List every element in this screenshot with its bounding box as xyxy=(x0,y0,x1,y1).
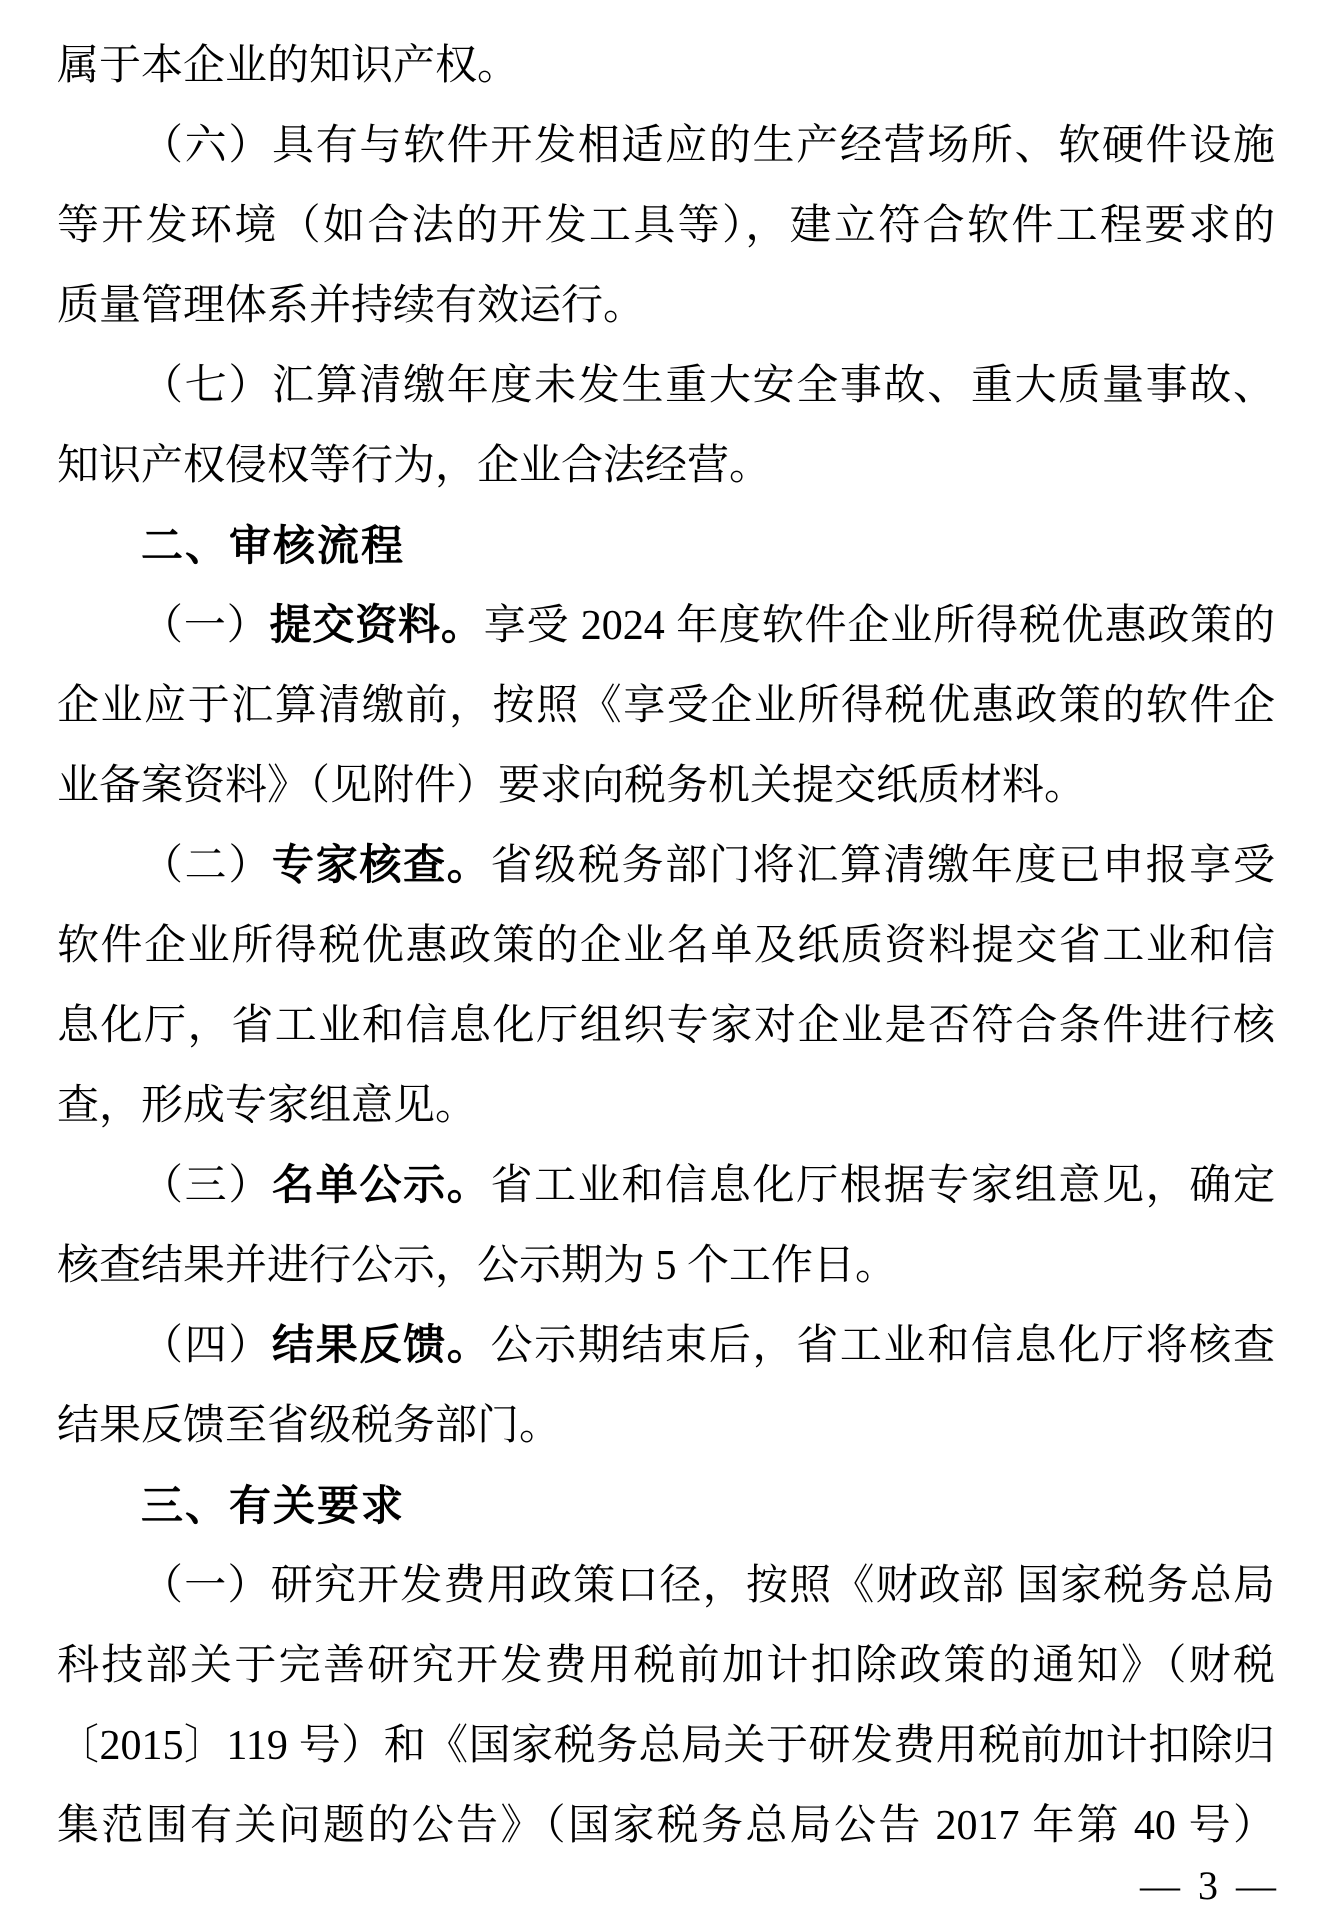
text-run: 省级税务部门将汇算清缴年度已申报享受 xyxy=(490,843,1275,889)
text-run: 结果反馈。 xyxy=(272,1323,491,1369)
text-run: 质量管理体系并持续有效运行。 xyxy=(57,283,646,329)
text-run: 软件企业所得税优惠政策的企业名单及纸质资料提交省工业和信 xyxy=(57,923,1275,969)
text-run: 核查结果并进行公示，公示期为 5 个工作日。 xyxy=(57,1243,898,1289)
text-line xyxy=(57,186,1275,266)
text-run: 企业应于汇算清缴前，按照《享受企业所得税优惠政策的软件企 xyxy=(57,683,1275,729)
text-line xyxy=(57,346,1275,426)
section-heading xyxy=(57,506,1275,586)
page-number: — 3 — xyxy=(1140,1863,1280,1908)
text-run: （一）研究开发费用政策口径，按照《财政部 国家税务总局 xyxy=(141,1563,1275,1609)
text-run: 查，形成专家组意见。 xyxy=(57,1083,478,1129)
text-line xyxy=(57,666,1275,746)
section-heading xyxy=(57,1466,1275,1546)
text-line xyxy=(57,906,1275,986)
text-line xyxy=(57,1786,1275,1866)
text-run: 集范围有关问题的公告》（国家税务总局公告 2017 年第 40 号） xyxy=(57,1803,1275,1849)
text-run: 业备案资料》（见附件）要求向税务机关提交纸质材料。 xyxy=(57,763,1087,809)
text-run: 享受 2024 年度软件企业所得税优惠政策的 xyxy=(483,603,1275,649)
text-line xyxy=(57,986,1275,1066)
text-run: （六）具有与软件开发相适应的生产经营场所、软硬件设施 xyxy=(141,123,1275,169)
text-run: 省工业和信息化厅根据专家组意见，确定 xyxy=(490,1163,1275,1209)
text-run: （一） xyxy=(141,603,270,649)
text-run: （二） xyxy=(141,843,273,889)
text-line xyxy=(57,266,1275,346)
text-line xyxy=(57,826,1275,906)
text-line xyxy=(57,106,1275,186)
text-line xyxy=(57,746,1275,826)
text-run: 属于本企业的知识产权。 xyxy=(57,43,520,89)
text-line xyxy=(57,586,1275,666)
text-line xyxy=(57,426,1275,506)
text-line xyxy=(57,1626,1275,1706)
text-line xyxy=(57,1386,1275,1466)
text-line xyxy=(57,26,1275,106)
text-run: 结果反馈至省级税务部门。 xyxy=(57,1403,562,1449)
document-body xyxy=(57,26,1275,1866)
text-run: （三） xyxy=(141,1163,273,1209)
text-run: 科技部关于完善研究开发费用税前加计扣除政策的通知》（财税 xyxy=(57,1643,1275,1689)
text-run: 〔2015〕119 号）和《国家税务总局关于研发费用税前加计扣除归 xyxy=(57,1723,1275,1769)
text-run: 二、审核流程 xyxy=(141,522,406,569)
text-line xyxy=(57,1706,1275,1786)
text-run: 等开发环境（如合法的开发工具等），建立符合软件工程要求的 xyxy=(57,203,1275,249)
text-run: 公示期结束后，省工业和信息化厅将核查 xyxy=(490,1323,1275,1369)
text-run: 息化厅，省工业和信息化厅组织专家对企业是否符合条件进行核 xyxy=(57,1003,1275,1049)
text-run: 提交资料。 xyxy=(269,603,484,649)
text-run: 专家核查。 xyxy=(272,843,491,889)
text-run: 知识产权侵权等行为，企业合法经营。 xyxy=(57,443,772,489)
text-run: 三、有关要求 xyxy=(141,1482,406,1529)
text-line xyxy=(57,1546,1275,1626)
text-run: 名单公示。 xyxy=(272,1163,491,1209)
text-line xyxy=(57,1306,1275,1386)
text-line xyxy=(57,1226,1275,1306)
text-line xyxy=(57,1146,1275,1226)
text-run: （四） xyxy=(141,1323,273,1369)
text-run: （七）汇算清缴年度未发生重大安全事故、重大质量事故、 xyxy=(141,363,1275,409)
text-line xyxy=(57,1066,1275,1146)
